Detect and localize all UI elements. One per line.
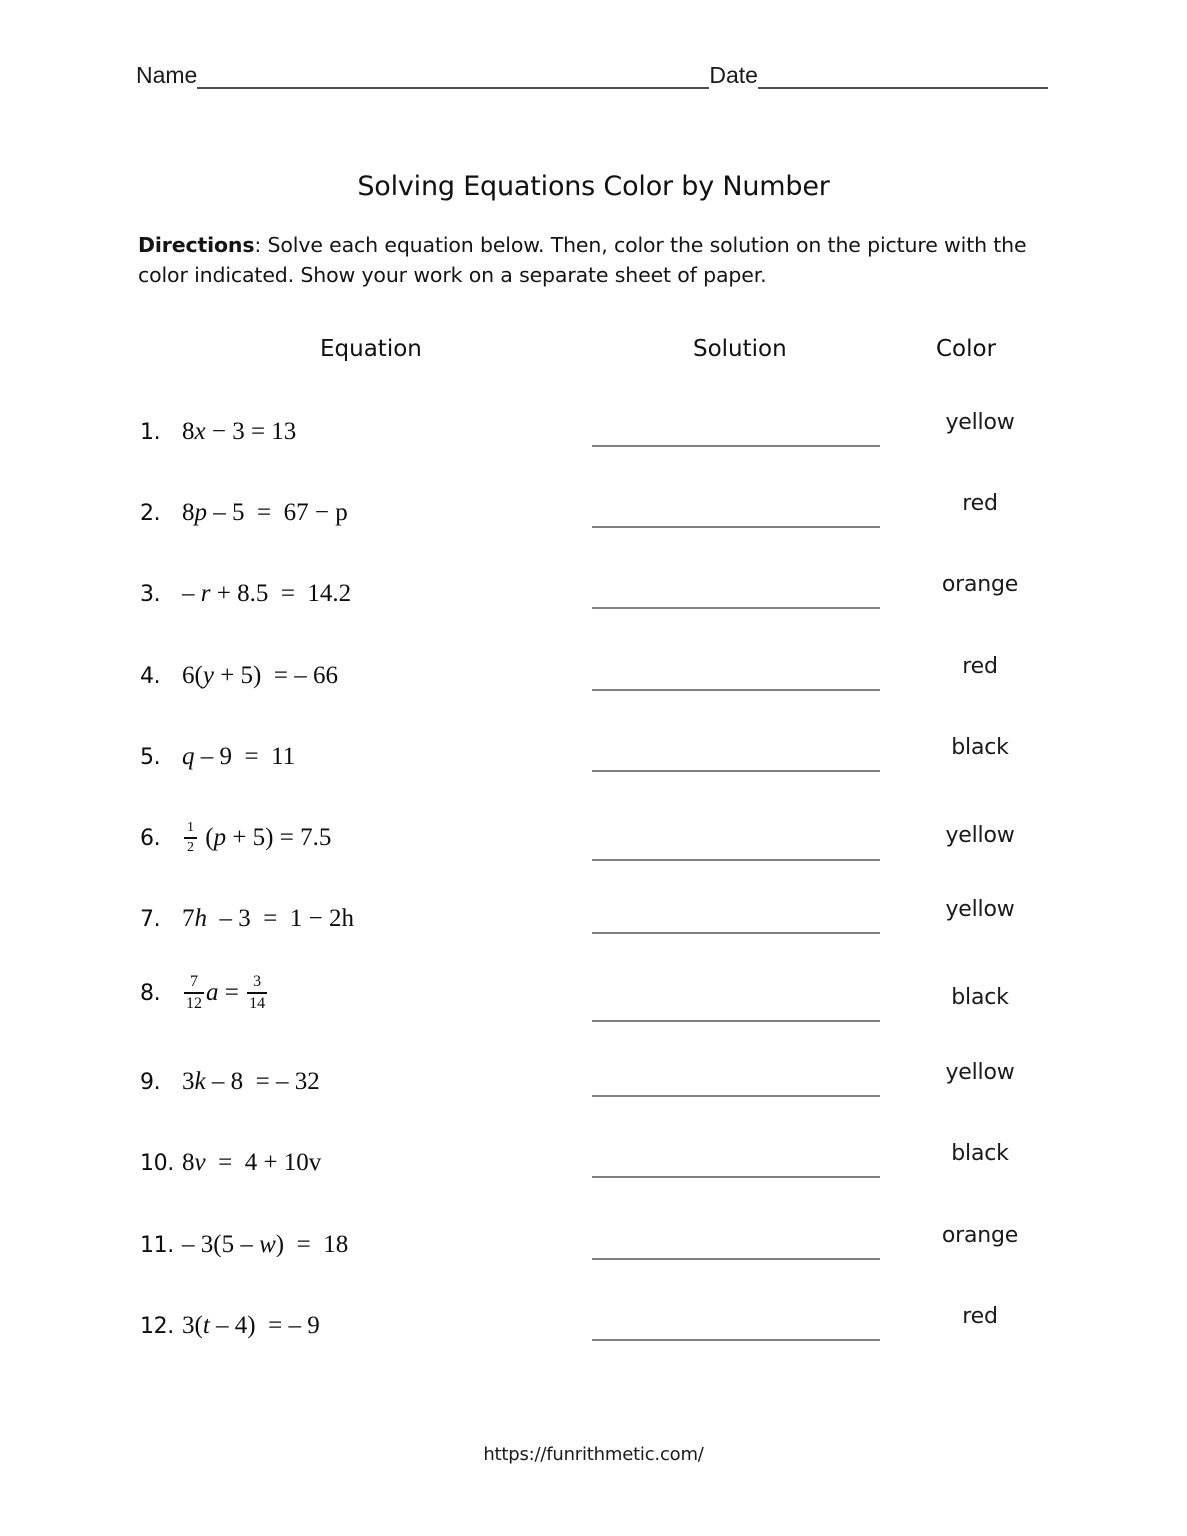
problem-number: 2. bbox=[140, 500, 161, 526]
equation-cell bbox=[140, 553, 351, 635]
equation-cell bbox=[140, 635, 338, 717]
problem-number: 11. bbox=[140, 1232, 174, 1258]
equation-cell bbox=[140, 472, 348, 554]
column-header-solution: Solution bbox=[693, 336, 787, 362]
color-label: yellow bbox=[945, 410, 1015, 435]
problem-row bbox=[140, 391, 1060, 473]
solution-blank[interactable] bbox=[592, 526, 880, 528]
directions-text: : Solve each equation below. Then, color the solution on the picture with the color indicated. Show your work on a separate sheet of paper. bbox=[138, 233, 1027, 287]
equation-expression: 8 v = 4 + 10v bbox=[182, 1149, 322, 1176]
problem-number: 10. bbox=[140, 1150, 174, 1176]
date-label: Date bbox=[709, 62, 758, 88]
equation-expression: 6( y + 5) = – 66 bbox=[182, 662, 338, 689]
solution-blank[interactable] bbox=[592, 932, 880, 934]
color-label: black bbox=[951, 985, 1009, 1010]
fraction-seven-twelfths: $\frac{7}{12}$ bbox=[186, 973, 202, 1012]
equation-cell bbox=[140, 952, 269, 1034]
equation-cell bbox=[140, 797, 331, 879]
equation-expression: $\frac{1}{2}$ ( p + 5) = 7.5 bbox=[182, 821, 331, 855]
problem-number: 7. bbox=[140, 906, 161, 932]
problem-number: 8. bbox=[140, 980, 161, 1006]
equation-expression: 3( t – 4) = – 9 bbox=[182, 1312, 320, 1339]
solution-blank[interactable] bbox=[592, 1339, 880, 1341]
problem-row bbox=[140, 635, 1060, 717]
equation-cell bbox=[140, 1122, 321, 1204]
solution-blank[interactable] bbox=[592, 1258, 880, 1260]
color-label: yellow bbox=[945, 897, 1015, 922]
column-header-color: Color bbox=[936, 336, 997, 362]
solution-blank[interactable] bbox=[592, 689, 880, 691]
color-label: black bbox=[951, 1141, 1009, 1166]
color-label: red bbox=[962, 1304, 998, 1329]
color-label: red bbox=[962, 654, 998, 679]
problem-row bbox=[140, 952, 1060, 1034]
problem-row bbox=[140, 878, 1060, 960]
equation-expression: – 3(5 – w ) = 18 bbox=[182, 1231, 349, 1258]
color-label: red bbox=[962, 491, 998, 516]
problem-row bbox=[140, 1122, 1060, 1204]
solution-blank[interactable] bbox=[592, 770, 880, 772]
footer-url[interactable]: https://funrithmetic.com/ bbox=[483, 1444, 704, 1465]
equation-expression: $\frac{7}{12}$ a = $\frac{3}{14}$ bbox=[186, 973, 266, 1012]
problem-number: 9. bbox=[140, 1069, 161, 1095]
equation-expression: – r + 8.5 = 14.2 bbox=[182, 580, 352, 607]
problem-row bbox=[140, 472, 1060, 554]
problem-number: 6. bbox=[140, 825, 161, 851]
solution-blank[interactable] bbox=[592, 1020, 880, 1022]
equation-expression: 8 x − 3 = 13 bbox=[182, 418, 297, 445]
equation-cell bbox=[140, 1285, 320, 1367]
equation-cell bbox=[140, 1204, 348, 1286]
equation-expression: 8 p – 5 = 67 − p bbox=[182, 499, 348, 526]
problem-number: 12. bbox=[140, 1313, 174, 1339]
problem-number: 3. bbox=[140, 581, 161, 607]
equation-cell bbox=[140, 878, 354, 960]
problem-row bbox=[140, 553, 1060, 635]
problem-row bbox=[140, 797, 1060, 879]
equation-expression: 3 k – 8 = – 32 bbox=[182, 1068, 320, 1095]
solution-blank[interactable] bbox=[592, 859, 880, 861]
color-label: orange bbox=[941, 572, 1019, 597]
equation-cell bbox=[140, 716, 295, 798]
color-label: yellow bbox=[945, 823, 1015, 848]
color-label: yellow bbox=[945, 1060, 1015, 1085]
solution-blank[interactable] bbox=[592, 1176, 880, 1178]
problem-row bbox=[140, 1285, 1060, 1367]
problem-row bbox=[140, 716, 1060, 798]
equation-cell bbox=[140, 391, 296, 473]
name-label: Name bbox=[136, 62, 198, 88]
directions-lead: Directions bbox=[138, 233, 255, 257]
solution-blank[interactable] bbox=[592, 607, 880, 609]
problem-number: 4. bbox=[140, 663, 161, 689]
equation-expression: q – 9 = 11 bbox=[182, 743, 296, 770]
equation-cell bbox=[140, 1041, 320, 1123]
solution-blank[interactable] bbox=[592, 445, 880, 447]
fraction-one-half: $\frac{1}{2}$ bbox=[184, 821, 197, 855]
fraction-three-fourteenths: $\frac{3}{14}$ bbox=[249, 973, 266, 1012]
problem-row bbox=[140, 1204, 1060, 1286]
problem-row bbox=[140, 1041, 1060, 1123]
page-title: Solving Equations Color by Number bbox=[357, 171, 830, 202]
solution-blank[interactable] bbox=[592, 1095, 880, 1097]
problem-number: 1. bbox=[140, 419, 161, 445]
column-header-equation: Equation bbox=[320, 336, 422, 362]
color-label: black bbox=[951, 735, 1009, 760]
problem-number: 5. bbox=[140, 744, 161, 770]
color-label: orange bbox=[941, 1223, 1019, 1248]
equation-expression: 7 h – 3 = 1 − 2h bbox=[182, 905, 354, 932]
